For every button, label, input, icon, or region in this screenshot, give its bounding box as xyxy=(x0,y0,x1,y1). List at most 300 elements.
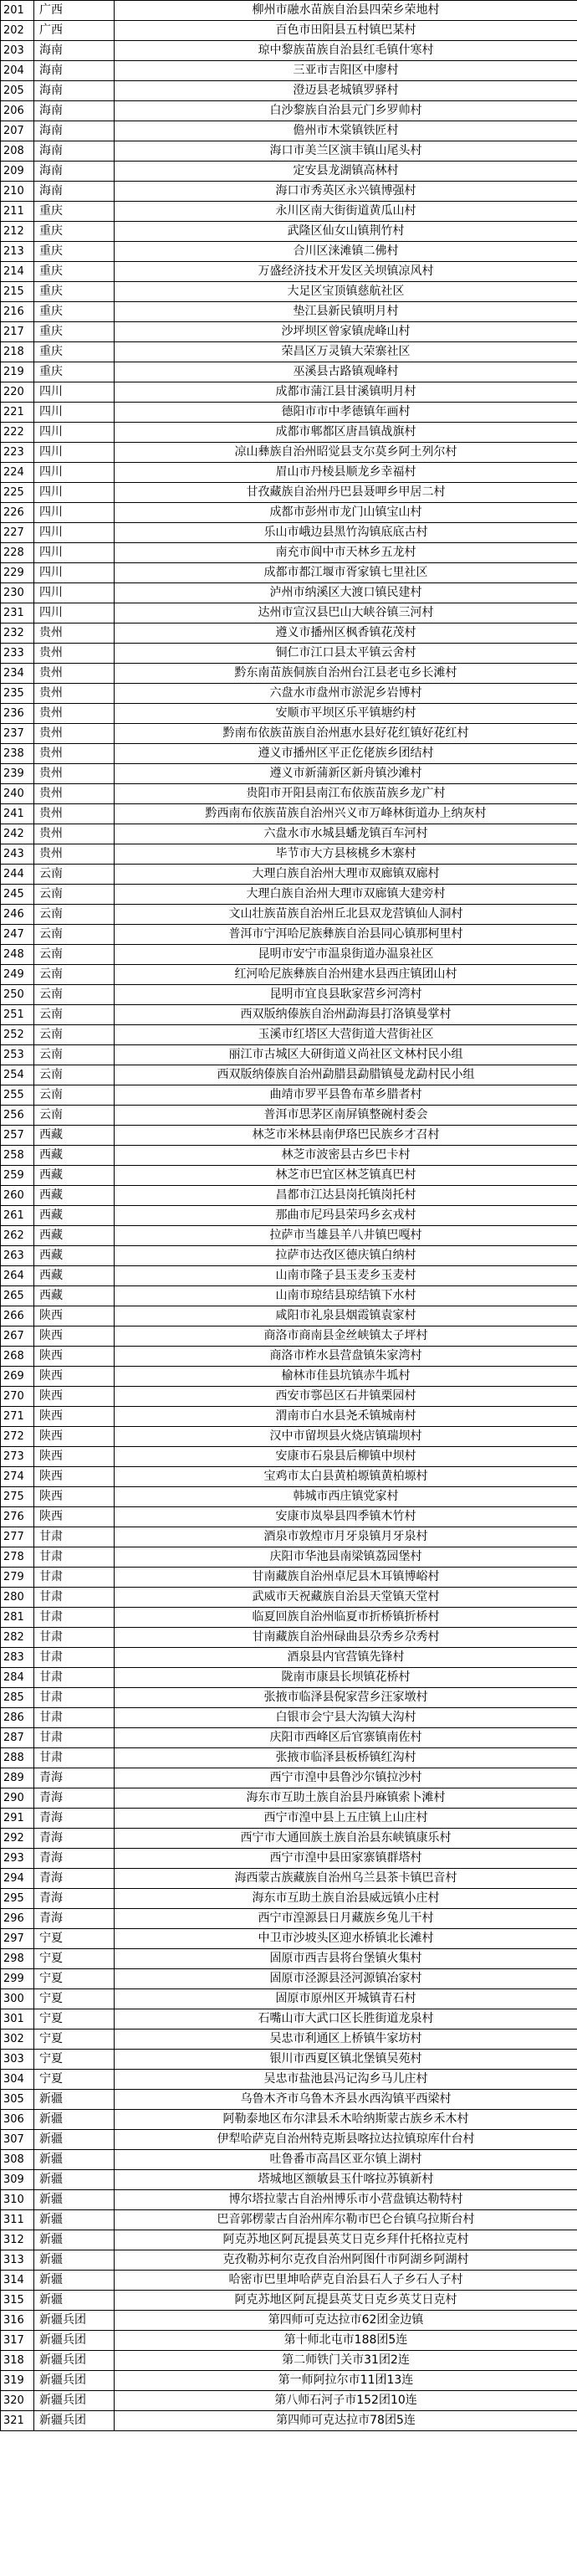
row-number: 281 xyxy=(1,1608,34,1628)
row-province: 陕西 xyxy=(34,1507,115,1527)
row-province: 新疆 xyxy=(34,2190,115,2210)
row-number: 320 xyxy=(1,2391,34,2411)
row-number: 233 xyxy=(1,644,34,664)
row-province: 重庆 xyxy=(34,262,115,282)
row-province: 贵州 xyxy=(34,764,115,784)
table-row xyxy=(1,1427,577,1447)
row-province: 甘肃 xyxy=(34,1708,115,1728)
table-row xyxy=(1,1909,577,1929)
row-number: 311 xyxy=(1,2210,34,2230)
row-number: 272 xyxy=(1,1427,34,1447)
table-row xyxy=(1,2090,577,2110)
row-village-name: 毕节市大方县核桃乡木寨村 xyxy=(115,844,577,865)
row-province: 西藏 xyxy=(34,1126,115,1146)
row-province: 新疆 xyxy=(34,2150,115,2170)
table-row xyxy=(1,2411,577,2431)
row-number: 270 xyxy=(1,1387,34,1407)
row-village-name: 阿克苏地区阿瓦提县英艾日克乡拜什托格拉克村 xyxy=(115,2230,577,2250)
row-village-name: 西宁市湟中县鲁沙尔镇拉沙村 xyxy=(115,1768,577,1788)
row-village-name: 吴忠市利通区上桥镇牛家坊村 xyxy=(115,2029,577,2050)
table-row xyxy=(1,664,577,684)
row-number: 280 xyxy=(1,1588,34,1608)
row-number: 278 xyxy=(1,1547,34,1568)
table-row xyxy=(1,1447,577,1467)
row-number: 318 xyxy=(1,2351,34,2371)
row-province: 青海 xyxy=(34,1829,115,1849)
row-number: 235 xyxy=(1,684,34,704)
row-number: 298 xyxy=(1,1949,34,1969)
row-number: 251 xyxy=(1,1005,34,1025)
row-number: 239 xyxy=(1,764,34,784)
row-number: 255 xyxy=(1,1085,34,1106)
table-row xyxy=(1,623,577,644)
row-province: 贵州 xyxy=(34,824,115,844)
row-province: 新疆 xyxy=(34,2170,115,2190)
row-village-name: 酒泉县内官营镇先锋村 xyxy=(115,1648,577,1668)
row-number: 296 xyxy=(1,1909,34,1929)
row-village-name: 永川区南大街街道黄瓜山村 xyxy=(115,202,577,222)
table-row xyxy=(1,945,577,965)
row-village-name: 普洱市宁洱哈尼族彝族自治县同心镇那柯里村 xyxy=(115,925,577,945)
row-province: 海南 xyxy=(34,141,115,162)
row-province: 云南 xyxy=(34,925,115,945)
table-row xyxy=(1,61,577,81)
row-number: 264 xyxy=(1,1266,34,1286)
table-row xyxy=(1,463,577,483)
table-row xyxy=(1,1507,577,1527)
table-row xyxy=(1,1547,577,1568)
table-row xyxy=(1,1467,577,1487)
row-province: 重庆 xyxy=(34,222,115,242)
table-row xyxy=(1,985,577,1005)
row-village-name: 成都市蒲江县甘溪镇明月村 xyxy=(115,382,577,403)
row-province: 西藏 xyxy=(34,1266,115,1286)
row-village-name: 铜仁市江口县太平镇云舍村 xyxy=(115,644,577,664)
row-village-name: 儋州市木棠镇铁匠村 xyxy=(115,121,577,141)
row-province: 甘肃 xyxy=(34,1628,115,1648)
table-row xyxy=(1,824,577,844)
row-village-name: 第八师石河子市152团10连 xyxy=(115,2391,577,2411)
table-row xyxy=(1,1387,577,1407)
row-number: 274 xyxy=(1,1467,34,1487)
row-village-name: 山南市隆子县玉麦乡玉麦村 xyxy=(115,1266,577,1286)
row-province: 重庆 xyxy=(34,362,115,382)
row-number: 224 xyxy=(1,463,34,483)
row-province: 云南 xyxy=(34,1005,115,1025)
row-village-name: 陇南市康县长坝镇花桥村 xyxy=(115,1668,577,1688)
row-village-name: 定安县龙湖镇高林村 xyxy=(115,162,577,182)
row-village-name: 西宁市大通回族土族自治县东峡镇康乐村 xyxy=(115,1829,577,1849)
table-row xyxy=(1,1768,577,1788)
row-province: 海南 xyxy=(34,101,115,121)
row-village-name: 张掖市临泽县倪家营乡汪家墩村 xyxy=(115,1688,577,1708)
row-province: 陕西 xyxy=(34,1407,115,1427)
row-village-name: 武隆区仙女山镇荆竹村 xyxy=(115,222,577,242)
row-number: 309 xyxy=(1,2170,34,2190)
row-village-name: 张掖市临泽县板桥镇红沟村 xyxy=(115,1748,577,1768)
row-village-name: 大理白族自治州大理市双廊镇双廊村 xyxy=(115,865,577,885)
row-number: 267 xyxy=(1,1326,34,1347)
row-province: 西藏 xyxy=(34,1226,115,1246)
row-village-name: 六盘水市水城县蟠龙镇百车河村 xyxy=(115,824,577,844)
table-row xyxy=(1,1708,577,1728)
row-village-name: 西宁市湟源县日月藏族乡兔儿干村 xyxy=(115,1909,577,1929)
row-province: 陕西 xyxy=(34,1347,115,1367)
row-province: 西藏 xyxy=(34,1146,115,1166)
row-province: 重庆 xyxy=(34,202,115,222)
row-province: 新疆 xyxy=(34,2291,115,2311)
row-village-name: 阿勒泰地区布尔津县禾木哈纳斯蒙古族乡禾木村 xyxy=(115,2110,577,2130)
table-row xyxy=(1,744,577,764)
row-village-name: 遵义市播州区平正仡佬族乡团结村 xyxy=(115,744,577,764)
row-village-name: 那曲市尼玛县荣玛乡玄戎村 xyxy=(115,1206,577,1226)
table-row xyxy=(1,2029,577,2050)
table-row xyxy=(1,342,577,362)
row-number: 244 xyxy=(1,865,34,885)
table-row xyxy=(1,242,577,262)
row-province: 陕西 xyxy=(34,1487,115,1507)
table-row xyxy=(1,2331,577,2351)
row-province: 广西 xyxy=(34,1,115,21)
table-row xyxy=(1,81,577,101)
row-village-name: 伊犁哈萨克自治州特克斯县喀拉达拉镇琼库什台村 xyxy=(115,2130,577,2150)
row-number: 289 xyxy=(1,1768,34,1788)
row-province: 新疆兵团 xyxy=(34,2311,115,2331)
row-village-name: 固原市泾源县泾河源镇冶家村 xyxy=(115,1969,577,1989)
row-number: 250 xyxy=(1,985,34,1005)
row-village-name: 海东市互助土族自治县威远镇小庄村 xyxy=(115,1889,577,1909)
row-province: 新疆兵团 xyxy=(34,2391,115,2411)
row-province: 新疆兵团 xyxy=(34,2351,115,2371)
row-number: 276 xyxy=(1,1507,34,1527)
row-province: 陕西 xyxy=(34,1306,115,1326)
row-village-name: 第十师北屯市188团5连 xyxy=(115,2331,577,2351)
row-village-name: 成都市彭州市龙门山镇宝山村 xyxy=(115,503,577,523)
table-row xyxy=(1,1,577,21)
row-province: 贵州 xyxy=(34,704,115,724)
row-province: 甘肃 xyxy=(34,1588,115,1608)
row-number: 232 xyxy=(1,623,34,644)
row-village-name: 海口市美兰区演丰镇山尾头村 xyxy=(115,141,577,162)
table-row xyxy=(1,1608,577,1628)
row-number: 209 xyxy=(1,162,34,182)
row-village-name: 安康市岚皋县四季镇木竹村 xyxy=(115,1507,577,1527)
row-province: 青海 xyxy=(34,1869,115,1889)
table-row xyxy=(1,1306,577,1326)
table-row xyxy=(1,503,577,523)
row-village-name: 玉溪市红塔区大营街道大营街社区 xyxy=(115,1025,577,1045)
table-row xyxy=(1,1869,577,1889)
row-province: 广西 xyxy=(34,21,115,41)
table-row xyxy=(1,1005,577,1025)
row-number: 218 xyxy=(1,342,34,362)
row-village-name: 西双版纳傣族自治州勐腊县勐腊镇曼龙勐村民小组 xyxy=(115,1065,577,1085)
row-number: 206 xyxy=(1,101,34,121)
table-row xyxy=(1,322,577,342)
row-village-name: 咸阳市礼泉县烟霞镇袁家村 xyxy=(115,1306,577,1326)
table-row xyxy=(1,1146,577,1166)
row-province: 新疆 xyxy=(34,2090,115,2110)
row-number: 231 xyxy=(1,603,34,623)
row-number: 225 xyxy=(1,483,34,503)
table-row xyxy=(1,2150,577,2170)
row-village-name: 乌鲁木齐市乌鲁木齐县水西沟镇平西梁村 xyxy=(115,2090,577,2110)
table-row xyxy=(1,2190,577,2210)
row-village-name: 山南市琼结县琼结镇下水村 xyxy=(115,1286,577,1306)
row-number: 313 xyxy=(1,2250,34,2271)
table-row xyxy=(1,1829,577,1849)
row-number: 271 xyxy=(1,1407,34,1427)
table-row xyxy=(1,1166,577,1186)
row-village-name: 垫江县新民镇明月村 xyxy=(115,302,577,322)
table-row xyxy=(1,141,577,162)
row-number: 314 xyxy=(1,2271,34,2291)
row-province: 甘肃 xyxy=(34,1608,115,1628)
row-village-name: 成都市都江堰市胥家镇七里社区 xyxy=(115,563,577,583)
row-province: 四川 xyxy=(34,563,115,583)
row-number: 277 xyxy=(1,1527,34,1547)
row-village-name: 西宁市湟中县上五庄镇上山庄村 xyxy=(115,1809,577,1829)
row-number: 266 xyxy=(1,1306,34,1326)
row-number: 305 xyxy=(1,2090,34,2110)
row-province: 贵州 xyxy=(34,784,115,804)
row-province: 四川 xyxy=(34,443,115,463)
row-village-name: 林芝市巴宜区林芝镇真巴村 xyxy=(115,1166,577,1186)
row-number: 291 xyxy=(1,1809,34,1829)
row-village-name: 吐鲁番市高昌区亚尔镇上湖村 xyxy=(115,2150,577,2170)
row-province: 青海 xyxy=(34,1849,115,1869)
row-village-name: 贵阳市开阳县南江布依族苗族乡龙广村 xyxy=(115,784,577,804)
row-village-name: 万盛经济技术开发区关坝镇凉风村 xyxy=(115,262,577,282)
row-province: 陕西 xyxy=(34,1326,115,1347)
row-village-name: 拉萨市当雄县羊八井镇巴嘎村 xyxy=(115,1226,577,1246)
row-number: 227 xyxy=(1,523,34,543)
table-row xyxy=(1,1527,577,1547)
row-number: 265 xyxy=(1,1286,34,1306)
row-number: 248 xyxy=(1,945,34,965)
row-village-name: 拉萨市达孜区德庆镇白纳村 xyxy=(115,1246,577,1266)
row-village-name: 固原市西吉县将台堡镇火集村 xyxy=(115,1949,577,1969)
row-number: 202 xyxy=(1,21,34,41)
table-row xyxy=(1,1106,577,1126)
row-number: 249 xyxy=(1,965,34,985)
row-number: 269 xyxy=(1,1367,34,1387)
row-province: 四川 xyxy=(34,543,115,563)
row-number: 263 xyxy=(1,1246,34,1266)
row-number: 217 xyxy=(1,322,34,342)
table-row xyxy=(1,1266,577,1286)
row-village-name: 临夏回族自治州临夏市折桥镇折桥村 xyxy=(115,1608,577,1628)
row-village-name: 沙坪坝区曾家镇虎峰山村 xyxy=(115,322,577,342)
row-province: 贵州 xyxy=(34,744,115,764)
table-row xyxy=(1,362,577,382)
row-province: 四川 xyxy=(34,583,115,603)
row-province: 宁夏 xyxy=(34,1949,115,1969)
table-row xyxy=(1,1206,577,1226)
row-province: 重庆 xyxy=(34,342,115,362)
table-row xyxy=(1,1949,577,1969)
row-province: 贵州 xyxy=(34,804,115,824)
row-village-name: 塔城地区额敏县玉什喀拉苏镇新村 xyxy=(115,2170,577,2190)
table-row xyxy=(1,41,577,61)
row-number: 279 xyxy=(1,1568,34,1588)
row-province: 西藏 xyxy=(34,1246,115,1266)
row-number: 292 xyxy=(1,1829,34,1849)
row-village-name: 林芝市米林县南伊珞巴民族乡才召村 xyxy=(115,1126,577,1146)
row-village-name: 海口市秀英区永兴镇博强村 xyxy=(115,182,577,202)
row-province: 西藏 xyxy=(34,1186,115,1206)
row-province: 甘肃 xyxy=(34,1547,115,1568)
row-village-name: 成都市郫都区唐昌镇战旗村 xyxy=(115,423,577,443)
row-province: 重庆 xyxy=(34,242,115,262)
row-number: 215 xyxy=(1,282,34,302)
table-row xyxy=(1,1568,577,1588)
row-province: 宁夏 xyxy=(34,2029,115,2050)
row-number: 302 xyxy=(1,2029,34,2050)
row-number: 222 xyxy=(1,423,34,443)
table-row xyxy=(1,865,577,885)
row-village-name: 德阳市市中孝德镇年画村 xyxy=(115,403,577,423)
row-province: 西藏 xyxy=(34,1206,115,1226)
row-province: 四川 xyxy=(34,483,115,503)
row-village-name: 甘南藏族自治州碌曲县尕秀乡尕秀村 xyxy=(115,1628,577,1648)
table-row xyxy=(1,2050,577,2070)
table-row xyxy=(1,182,577,202)
row-province: 青海 xyxy=(34,1889,115,1909)
row-number: 301 xyxy=(1,2009,34,2029)
row-number: 242 xyxy=(1,824,34,844)
row-province: 四川 xyxy=(34,603,115,623)
table-row xyxy=(1,423,577,443)
table-row xyxy=(1,784,577,804)
row-province: 甘肃 xyxy=(34,1748,115,1768)
row-number: 306 xyxy=(1,2110,34,2130)
table-row xyxy=(1,2070,577,2090)
row-province: 云南 xyxy=(34,945,115,965)
row-number: 259 xyxy=(1,1166,34,1186)
table-row xyxy=(1,222,577,242)
row-number: 203 xyxy=(1,41,34,61)
table-row xyxy=(1,1226,577,1246)
row-number: 226 xyxy=(1,503,34,523)
row-number: 290 xyxy=(1,1788,34,1809)
table-row xyxy=(1,2230,577,2250)
row-village-name: 澄迈县老城镇罗驿村 xyxy=(115,81,577,101)
row-village-name: 昌都市江达县岗托镇岗托村 xyxy=(115,1186,577,1206)
row-number: 258 xyxy=(1,1146,34,1166)
row-province: 新疆 xyxy=(34,2210,115,2230)
table-row xyxy=(1,1809,577,1829)
row-province: 贵州 xyxy=(34,644,115,664)
row-village-name: 韩城市西庄镇党家村 xyxy=(115,1487,577,1507)
table-row xyxy=(1,644,577,664)
row-number: 201 xyxy=(1,1,34,21)
table-row xyxy=(1,684,577,704)
table-row xyxy=(1,1367,577,1387)
table-row xyxy=(1,202,577,222)
row-number: 262 xyxy=(1,1226,34,1246)
row-province: 甘肃 xyxy=(34,1688,115,1708)
table-row xyxy=(1,1126,577,1146)
row-number: 295 xyxy=(1,1889,34,1909)
row-province: 陕西 xyxy=(34,1467,115,1487)
table-row xyxy=(1,1889,577,1909)
table-row xyxy=(1,1487,577,1507)
row-number: 294 xyxy=(1,1869,34,1889)
table-row xyxy=(1,543,577,563)
row-province: 四川 xyxy=(34,523,115,543)
row-number: 317 xyxy=(1,2331,34,2351)
row-village-name: 黔南布依族苗族自治州惠水县好花红镇好花红村 xyxy=(115,724,577,744)
table-row xyxy=(1,1246,577,1266)
row-province: 云南 xyxy=(34,965,115,985)
row-number: 223 xyxy=(1,443,34,463)
row-number: 257 xyxy=(1,1126,34,1146)
table-row xyxy=(1,1045,577,1065)
row-province: 甘肃 xyxy=(34,1668,115,1688)
row-province: 云南 xyxy=(34,905,115,925)
row-village-name: 安康市石泉县后柳镇中坝村 xyxy=(115,1447,577,1467)
row-village-name: 渭南市白水县尧禾镇城南村 xyxy=(115,1407,577,1427)
table-row xyxy=(1,583,577,603)
row-village-name: 固原市原州区开城镇青石村 xyxy=(115,1989,577,2009)
row-village-name: 三亚市吉阳区中廖村 xyxy=(115,61,577,81)
row-village-name: 西宁市湟中县田家寨镇群塔村 xyxy=(115,1849,577,1869)
row-village-name: 文山壮族苗族自治州丘北县双龙营镇仙人洞村 xyxy=(115,905,577,925)
table-row xyxy=(1,523,577,543)
row-village-name: 大理白族自治州大理市双廊镇大建旁村 xyxy=(115,885,577,905)
row-number: 285 xyxy=(1,1688,34,1708)
row-province: 云南 xyxy=(34,1085,115,1106)
row-number: 243 xyxy=(1,844,34,865)
row-number: 253 xyxy=(1,1045,34,1065)
row-village-name: 乐山市峨边县黑竹沟镇底底古村 xyxy=(115,523,577,543)
row-province: 新疆 xyxy=(34,2271,115,2291)
row-village-name: 六盘水市盘州市淤泥乡岩博村 xyxy=(115,684,577,704)
row-number: 287 xyxy=(1,1728,34,1748)
row-village-name: 普洱市思茅区南屏镇整碗村委会 xyxy=(115,1106,577,1126)
table-row xyxy=(1,724,577,744)
row-number: 299 xyxy=(1,1969,34,1989)
row-province: 陕西 xyxy=(34,1387,115,1407)
table-row xyxy=(1,2391,577,2411)
table-row xyxy=(1,1668,577,1688)
row-number: 310 xyxy=(1,2190,34,2210)
table-row xyxy=(1,2351,577,2371)
table-row xyxy=(1,2170,577,2190)
row-village-name: 甘南藏族自治州卓尼县木耳镇博峪村 xyxy=(115,1568,577,1588)
row-province: 宁夏 xyxy=(34,1929,115,1949)
table-row xyxy=(1,1929,577,1949)
row-number: 229 xyxy=(1,563,34,583)
row-village-name: 大足区宝顶镇慈航社区 xyxy=(115,282,577,302)
row-number: 204 xyxy=(1,61,34,81)
table-row xyxy=(1,262,577,282)
row-province: 新疆 xyxy=(34,2230,115,2250)
table-row xyxy=(1,1588,577,1608)
row-province: 重庆 xyxy=(34,282,115,302)
row-number: 207 xyxy=(1,121,34,141)
table-row xyxy=(1,483,577,503)
row-province: 新疆兵团 xyxy=(34,2411,115,2431)
table-row xyxy=(1,603,577,623)
row-number: 213 xyxy=(1,242,34,262)
row-number: 214 xyxy=(1,262,34,282)
row-village-name: 商洛市柞水县营盘镇朱家湾村 xyxy=(115,1347,577,1367)
table-row xyxy=(1,1688,577,1708)
row-province: 甘肃 xyxy=(34,1648,115,1668)
row-province: 海南 xyxy=(34,41,115,61)
